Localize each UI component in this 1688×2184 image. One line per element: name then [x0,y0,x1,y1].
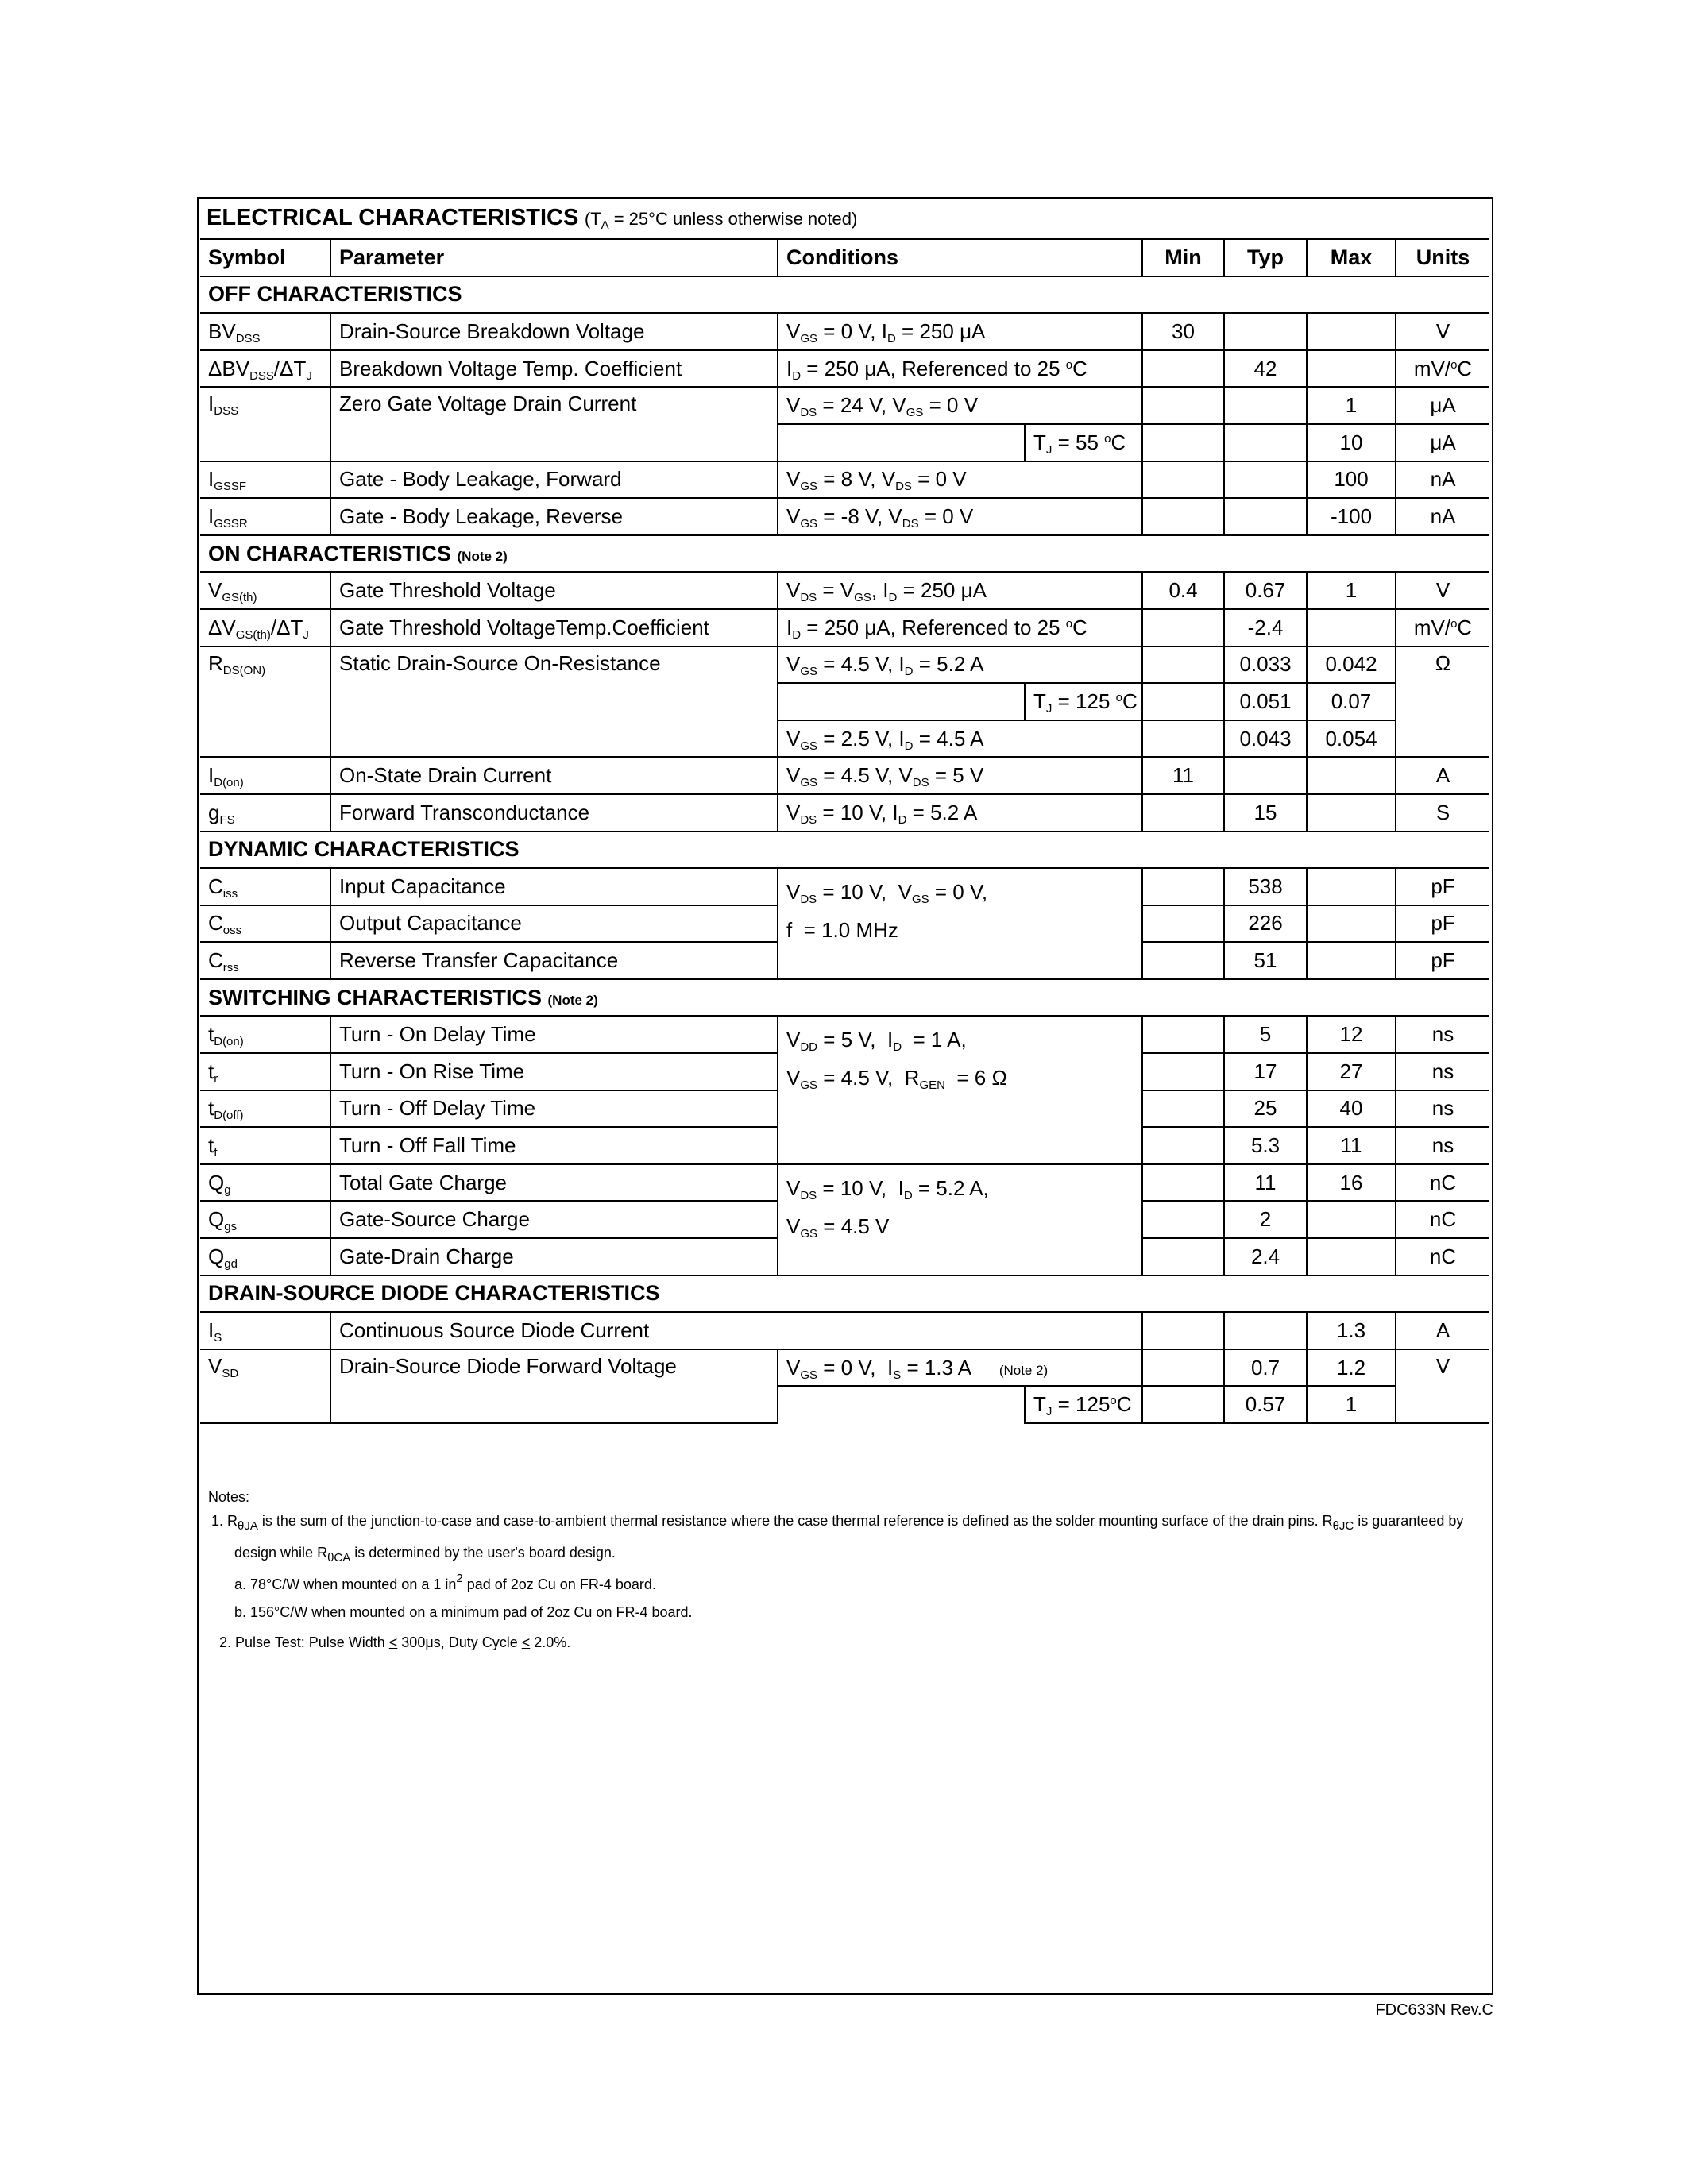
min-cell: 0.4 [1142,572,1224,609]
max-cell [1307,1201,1396,1238]
symbol-cell: $t_{D(on)}$ [200,1016,330,1053]
units-cell: Ω [1396,646,1489,758]
max-cell: 1 [1307,572,1396,609]
section-row [200,535,1489,573]
units-cell: pF [1396,905,1489,943]
typ-cell: 51 [1224,942,1307,979]
section-diode: DRAIN-SOURCE DIODE CHARACTERISTICS [200,1275,1489,1313]
symbol-cell: $\Delta BV_{DSS}/\Delta T_J$ [200,350,330,388]
min-cell [1142,424,1224,461]
symbol-cell: $t_{D(off)}$ [200,1090,330,1128]
units-cell: μA [1396,387,1489,424]
min-cell [1142,1016,1224,1053]
min-cell [1142,646,1224,684]
table-row [200,498,1489,535]
parameter-cell: Drain-Source Breakdown Voltage [330,313,778,350]
table-row [200,461,1489,499]
page-title [207,205,857,231]
min-cell [1142,1201,1224,1238]
min-cell [1142,942,1224,979]
table-row [200,646,1489,684]
min-cell [1142,683,1224,720]
footer-part-number: FDC633N Rev.C [1375,2001,1493,2019]
typ-cell: 226 [1224,905,1307,943]
max-cell [1307,794,1396,832]
table-row [200,1312,1489,1349]
min-cell [1142,461,1224,499]
units-cell: A [1396,757,1489,794]
symbol-cell: $I_S$ [200,1312,330,1349]
max-cell [1307,609,1396,646]
min-cell [1142,1164,1224,1202]
note-1b: b. 156°C/W when mounted on a minimum pad of 2oz Cu on FR-4 board. [234,1604,693,1620]
parameter-cell: Forward Transconductance [330,794,778,832]
typ-cell: 538 [1224,868,1307,905]
conditions-cell: $V_{GS} = 8$ V, $V_{DS} = 0$ V [778,461,1142,499]
conditions-spacer [778,1386,1025,1423]
typ-cell: 25 [1224,1090,1307,1128]
max-cell: 0.07 [1307,683,1396,720]
conditions-cell: $V_{DD} = 5$ V, $I_D = 1$ A, $V_{GS} = 4.5$ V, $R_{GEN} = 6$ Ω [778,1016,1142,1163]
typ-cell: 17 [1224,1053,1307,1090]
units-cell: nC [1396,1201,1489,1238]
section-row [200,276,1489,314]
symbol-cell: $\Delta V_{GS(th)}/\Delta T_J$ [200,609,330,646]
conditions-cell: $V_{GS} = 4.5$ V, $I_D = 5.2$ A [778,646,1142,684]
min-cell [1142,1090,1224,1128]
header-units: Units [1396,239,1489,276]
typ-cell: 0.7 [1224,1349,1307,1387]
max-cell: 1.3 [1307,1312,1396,1349]
units-cell: nA [1396,498,1489,535]
typ-cell: 5 [1224,1016,1307,1053]
section-row [200,979,1489,1017]
max-cell: 1 [1307,1386,1396,1423]
parameter-cell: On-State Drain Current [330,757,778,794]
parameter-cell: Gate - Body Leakage, Forward [330,461,778,499]
min-cell [1142,498,1224,535]
parameter-cell: Output Capacitance [330,905,778,943]
min-cell [1142,1349,1224,1387]
conditions-cell: $I_D = 250$ μA, Referenced to 25 $^o$C [778,609,1142,646]
units-cell: A [1396,1312,1489,1349]
symbol-cell: $V_{SD}$ [200,1349,330,1423]
header-max: Max [1307,239,1396,276]
min-cell [1142,1238,1224,1275]
table-row [200,313,1489,350]
units-cell: μA [1396,424,1489,461]
units-cell: nC [1396,1238,1489,1275]
table-row [200,350,1489,388]
min-cell [1142,609,1224,646]
min-cell [1142,1386,1224,1423]
min-cell [1142,868,1224,905]
max-cell: 12 [1307,1016,1396,1053]
typ-cell [1224,498,1307,535]
typ-cell: 0.67 [1224,572,1307,609]
table-row [200,1349,1489,1387]
header-min: Min [1142,239,1224,276]
typ-cell: 2.4 [1224,1238,1307,1275]
parameter-cell: Continuous Source Diode Current [330,1312,1142,1349]
electrical-characteristics-table [200,238,1489,1424]
max-cell [1307,313,1396,350]
typ-cell: 2 [1224,1201,1307,1238]
symbol-cell: $t_r$ [200,1053,330,1090]
table-row [200,868,1489,905]
symbol-cell: $I_{GSSR}$ [200,498,330,535]
symbol-cell: $t_f$ [200,1127,330,1164]
min-cell [1142,1127,1224,1164]
units-cell: S [1396,794,1489,832]
max-cell [1307,905,1396,943]
conditions-cell: $V_{GS} = -8$ V, $V_{DS} = 0$ V [778,498,1142,535]
section-on: ON CHARACTERISTICS (Note 2) [200,535,1489,573]
units-cell: ns [1396,1127,1489,1164]
conditions-cell: $V_{DS} = 24$ V, $V_{GS} = 0$ V [778,387,1142,424]
max-cell [1307,1238,1396,1275]
max-cell: 0.054 [1307,720,1396,758]
header-conditions: Conditions [778,239,1142,276]
max-cell: 16 [1307,1164,1396,1202]
symbol-cell: $I_{GSSF}$ [200,461,330,499]
typ-cell [1224,461,1307,499]
min-cell: 11 [1142,757,1224,794]
symbol-cell: $I_{D(on)}$ [200,757,330,794]
min-cell [1142,387,1224,424]
typ-cell: 0.57 [1224,1386,1307,1423]
typ-cell: 5.3 [1224,1127,1307,1164]
section-switching: SWITCHING CHARACTERISTICS (Note 2) [200,979,1489,1017]
max-cell: 27 [1307,1053,1396,1090]
units-cell: V [1396,572,1489,609]
header-typ: Typ [1224,239,1307,276]
parameter-cell: Turn - On Rise Time [330,1053,778,1090]
parameter-cell: Turn - On Delay Time [330,1016,778,1053]
symbol-cell: $V_{GS(th)}$ [200,572,330,609]
max-cell [1307,350,1396,388]
units-cell: mV/$^o$C [1396,350,1489,388]
max-cell: 1.2 [1307,1349,1396,1387]
units-cell: V [1396,1349,1489,1423]
typ-cell: 11 [1224,1164,1307,1202]
max-cell: 0.042 [1307,646,1396,684]
max-cell: 11 [1307,1127,1396,1164]
max-cell: 1 [1307,387,1396,424]
note-1-continued: design while $R_{\theta CA}$ is determined by the user's board design. [234,1545,616,1565]
table-row [200,1016,1489,1053]
parameter-cell: Gate Threshold VoltageTemp.Coefficient [330,609,778,646]
symbol-cell: $C_{rss}$ [200,942,330,979]
table-row [200,794,1489,832]
header-symbol: Symbol [200,239,330,276]
header-parameter: Parameter [330,239,778,276]
min-cell [1142,1053,1224,1090]
typ-cell: 0.043 [1224,720,1307,758]
table-header-row [200,239,1489,276]
parameter-cell: Reverse Transfer Capacitance [330,942,778,979]
parameter-cell: Gate Threshold Voltage [330,572,778,609]
min-cell [1142,794,1224,832]
symbol-cell: $BV_{DSS}$ [200,313,330,350]
conditions-cell: $V_{DS} = 10$ V, $V_{GS} = 0$ V, f = 1.0 MHz [778,868,1142,979]
table-row [200,609,1489,646]
table-row [200,387,1489,424]
parameter-cell: Gate - Body Leakage, Reverse [330,498,778,535]
table-row [200,572,1489,609]
parameter-cell: Drain-Source Diode Forward Voltage [330,1349,778,1423]
conditions-cell: $V_{GS} = 0$ V, $I_D = 250$ μA [778,313,1142,350]
symbol-cell: $Q_{gs}$ [200,1201,330,1238]
conditions-spacer [778,424,1025,461]
parameter-cell: Zero Gate Voltage Drain Current [330,387,778,461]
parameter-cell: Static Drain-Source On-Resistance [330,646,778,758]
section-off: OFF CHARACTERISTICS [200,276,1489,314]
min-cell [1142,350,1224,388]
units-cell: ns [1396,1053,1489,1090]
units-cell: mV/$^o$C [1396,609,1489,646]
conditions-cell: $T_J = 125$ $^o$C [1025,683,1142,720]
conditions-spacer [778,683,1025,720]
conditions-cell: $V_{GS} = 2.5$ V, $I_D = 4.5$ A [778,720,1142,758]
typ-cell [1224,424,1307,461]
symbol-cell: $Q_{gd}$ [200,1238,330,1275]
typ-cell: 0.033 [1224,646,1307,684]
symbol-cell: $Q_g$ [200,1164,330,1202]
conditions-cell: $V_{DS} = 10$ V, $I_D = 5.2$ A [778,794,1142,832]
min-cell [1142,905,1224,943]
parameter-cell: Gate-Source Charge [330,1201,778,1238]
table-row [200,1164,1489,1202]
units-cell: nC [1396,1164,1489,1202]
symbol-cell: $R_{DS(ON)}$ [200,646,330,758]
max-cell: 10 [1307,424,1396,461]
table-row [200,757,1489,794]
units-cell: ns [1396,1090,1489,1128]
max-cell [1307,868,1396,905]
parameter-cell: Turn - Off Delay Time [330,1090,778,1128]
parameter-cell: Breakdown Voltage Temp. Coefficient [330,350,778,388]
min-cell: 30 [1142,313,1224,350]
max-cell: -100 [1307,498,1396,535]
typ-cell [1224,1312,1307,1349]
section-dynamic: DYNAMIC CHARACTERISTICS [200,832,1489,869]
units-cell: nA [1396,461,1489,499]
note-1: 1. $R_{\theta JA}$ is the sum of the junction-to-case and case-to-ambient thermal resistance where the case thermal reference is defined as the solder mounting surface of the drain pins. $R_{\theta JC}$ is guaranteed by [211,1513,1464,1533]
notes-heading: Notes: [208,1489,250,1505]
typ-cell: 15 [1224,794,1307,832]
section-row [200,1275,1489,1313]
units-cell: V [1396,313,1489,350]
conditions-cell: $V_{GS} = 4.5$ V, $V_{DS} = 5$ V [778,757,1142,794]
typ-cell: 0.051 [1224,683,1307,720]
units-cell: pF [1396,868,1489,905]
conditions-cell: $V_{DS} = V_{GS}$, $I_D = 250$ μA [778,572,1142,609]
note-2: 2. Pulse Test: Pulse Width < 300μs, Duty Cycle < 2.0%. [219,1634,571,1650]
units-cell: pF [1396,942,1489,979]
symbol-cell: $C_{oss}$ [200,905,330,943]
note-1a: a. 78°C/W when mounted on a 1 $in^2$ pad of 2oz Cu on FR-4 board. [234,1572,656,1592]
parameter-cell: Input Capacitance [330,868,778,905]
conditions-cell: $V_{DS} = 10$ V, $I_D = 5.2$ A, $V_{GS} = 4.5$ V [778,1164,1142,1275]
parameter-cell: Turn - Off Fall Time [330,1127,778,1164]
title-heading: ELECTRICAL CHARACTERISTICS [207,205,579,230]
conditions-cell: $T_J = 125^oC$ [1025,1386,1142,1423]
symbol-cell: $C_{iss}$ [200,868,330,905]
typ-cell [1224,387,1307,424]
parameter-cell: Total Gate Charge [330,1164,778,1202]
typ-cell: -2.4 [1224,609,1307,646]
symbol-cell: $I_{DSS}$ [200,387,330,461]
symbol-cell: $g_{FS}$ [200,794,330,832]
typ-cell [1224,757,1307,794]
min-cell [1142,1312,1224,1349]
typ-cell: 42 [1224,350,1307,388]
max-cell: 100 [1307,461,1396,499]
max-cell: 40 [1307,1090,1396,1128]
parameter-cell: Gate-Drain Charge [330,1238,778,1275]
conditions-cell: $T_J = 55$ $^o$C [1025,424,1142,461]
section-row [200,832,1489,869]
typ-cell [1224,313,1307,350]
min-cell [1142,720,1224,758]
max-cell [1307,757,1396,794]
conditions-cell: $V_{GS} = 0$ V, $I_S = 1.3$ A (Note 2) [778,1349,1142,1387]
max-cell [1307,942,1396,979]
units-cell: ns [1396,1016,1489,1053]
conditions-cell: $I_D = 250$ μA, Referenced to 25 $^o$C [778,350,1142,388]
title-condition: ($T_A = 25^\circ C$ unless otherwise noted) [584,209,858,232]
